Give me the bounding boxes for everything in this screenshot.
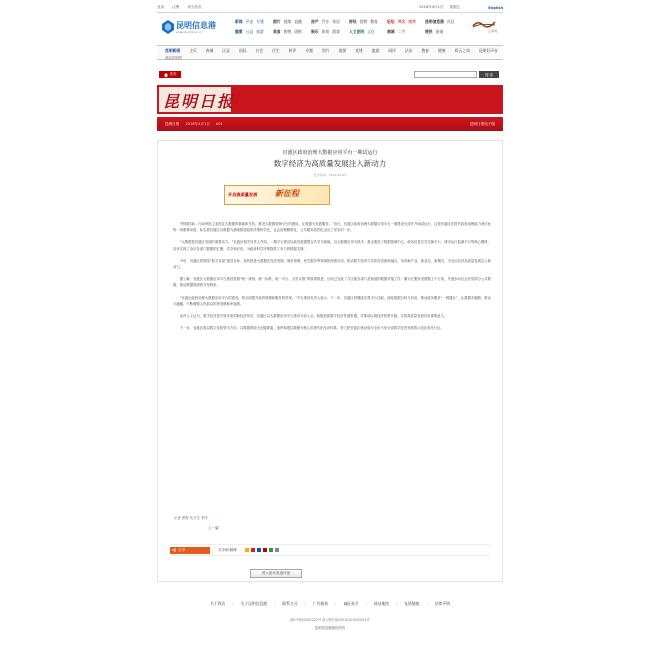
- channel-item[interactable]: 国际: [238, 48, 247, 53]
- ad-text: 开启高质量发展: [228, 192, 258, 197]
- newspaper-banner: [157, 85, 503, 114]
- paper-link[interactable]: 昆明日报: [165, 121, 180, 126]
- home-button[interactable]: [159, 71, 181, 78]
- edition-strip: [157, 117, 503, 131]
- channel-nav-items: [165, 48, 498, 54]
- channel-item[interactable]: 时评: [288, 48, 297, 53]
- article-meta: 发布时间：2016-04-01: [313, 173, 347, 177]
- set-homepage-link[interactable]: 设为首页: [187, 5, 202, 9]
- home-button-label: 首页: [169, 72, 177, 76]
- date-text: 2016年4月1日: [418, 5, 444, 9]
- site-name: 昆明信息港: [176, 21, 216, 30]
- paragraph: “官渡区政府治理大数据应用平台的建成，将全面提升政府管理和服务的效率。”平台建设负责人表示，下一步，官渡区将继续完善平台功能，深化数据分析与应用，推动政务服务“一网通办”，让数据多跑路、群众少跑腿，不断增强人民群众的获得感和幸福感。: [173, 295, 491, 306]
- search-row: [157, 70, 503, 80]
- paragraph: 今年，官渡区将围绕“数字官渡”建设目标，加快推进大数据在经济发展、城市管理、民生服务等领域的深度应用，推动数字经济与实体经济深度融合，培育新产业、新业态、新模式，为全区经济高质量发展注入新动力。: [173, 258, 491, 270]
- footer-copyright: 昆明信息港版权所有: [314, 626, 346, 630]
- footer-license: 滇ICP备05001222号 滇公网安备53010202000001号: [290, 618, 370, 622]
- share-button-label: 分享: [178, 547, 185, 552]
- qzone-icon[interactable]: [245, 548, 249, 552]
- nav-group[interactable]: 健康 公益 旅游: [235, 29, 264, 34]
- site-logo[interactable]: [162, 19, 226, 37]
- weekday-text: 星期五: [449, 5, 461, 9]
- nav-group[interactable]: 便民 查询: [425, 29, 444, 34]
- paragraph: 据了解，官渡区大数据应用平台建设按照“统一规划、统一标准、统一平台、分步实施”的原则推进，目前已完成了与区级各部门及街道的数据对接工作，累计汇聚各类数据上千万条，并逐步向社会开放部分公共数据，推动数据资源的开发利用。: [173, 277, 491, 288]
- share-icon: [172, 548, 176, 552]
- nav-group[interactable]: 论坛 博客 微博: [387, 19, 416, 24]
- channel-nav: [157, 45, 503, 60]
- footer-link[interactable]: 关于我们: [210, 601, 226, 606]
- article-body: [173, 221, 491, 337]
- footer-link[interactable]: 法律声明: [434, 601, 450, 606]
- share-button[interactable]: [170, 547, 210, 554]
- masthead[interactable]: [159, 87, 236, 112]
- channel-item[interactable]: 健康: [438, 48, 446, 53]
- prev-article-link[interactable]: 上一篇: [208, 526, 219, 530]
- home-icon: [164, 73, 168, 77]
- partner-name: 云南网: [487, 29, 497, 33]
- nav-group[interactable]: 昆明信息港 社区: [425, 19, 455, 24]
- kaixin-icon[interactable]: [263, 548, 267, 552]
- forum-comment-button[interactable]: 进入论坛发表评论: [250, 569, 302, 578]
- top-bar: [157, 3, 503, 12]
- login-link[interactable]: 登录: [157, 5, 165, 9]
- channel-item[interactable]: 区县: [222, 48, 230, 53]
- channel-item[interactable]: 网评: [388, 48, 396, 53]
- renren-icon[interactable]: [257, 548, 261, 552]
- masthead-title: 昆明日报: [163, 92, 236, 111]
- paragraph: “围绕招商、行政审批主业抓住大数据的基础和先机，推进大数据管理平台的建设，让数据为发展服务。”近日，官渡区政府治理大数据应用平台一期建设完成并开始试运行，这是官渡区在提升政府治理能力现代化的一项重要举措，标志着官渡区以数据为基础推进政府决策科学化、社会治理精准化、公共服务高效化迈出了坚实的一步。: [173, 222, 491, 233]
- article-editor: 记者 张程 实习生 李洋: [174, 516, 208, 520]
- channel-item[interactable]: 法治: [404, 48, 413, 53]
- top-bar-links: [157, 5, 202, 10]
- article-title: 数字经济为高质量发展注入新动力: [273, 159, 387, 168]
- register-link[interactable]: 注册: [172, 5, 180, 9]
- main-nav: [235, 19, 463, 35]
- share-icons: [245, 548, 279, 552]
- search-input[interactable]: [414, 71, 477, 78]
- channel-item[interactable]: 昆明好声音: [478, 48, 498, 53]
- nav-group[interactable]: 人文昆明 文化: [349, 29, 375, 34]
- nav-group[interactable]: 新闻 评论 专题: [235, 19, 264, 24]
- channel-item[interactable]: 党建: [355, 48, 363, 53]
- channel-item[interactable]: 彩云之南: [454, 48, 470, 53]
- logo-mark-icon: [162, 20, 174, 34]
- footer-link[interactable]: 联系方式: [282, 601, 298, 606]
- nav-group[interactable]: 财经 招聘 教育: [349, 19, 378, 24]
- weibo-icon[interactable]: [251, 548, 255, 552]
- partner-logo[interactable]: [469, 19, 497, 37]
- edition-info: [165, 122, 223, 127]
- site-footer: [157, 601, 503, 641]
- more-share-icon[interactable]: [275, 548, 279, 552]
- site-header: [157, 15, 503, 41]
- channel-item[interactable]: 旅游: [371, 48, 380, 53]
- footer-link[interactable]: 网站地图: [373, 601, 389, 606]
- channel-item[interactable]: 教育: [421, 48, 430, 53]
- nav-group[interactable]: 图片 视频 直播: [273, 19, 302, 24]
- nav-group[interactable]: 娱乐 体育 游戏: [311, 29, 340, 34]
- top-bar-right: [419, 5, 503, 10]
- channel-item[interactable]: 民生: [272, 48, 280, 53]
- channel-item[interactable]: 专题: [305, 48, 313, 53]
- article-panel: [157, 140, 503, 582]
- page-number[interactable]: A01: [215, 121, 223, 126]
- footer-link[interactable]: 诚征英才: [343, 601, 359, 606]
- footer-link[interactable]: 友情链接: [404, 601, 420, 606]
- share-weibo-link[interactable]: 分享到:微博: [218, 547, 237, 552]
- channel-item[interactable]: 昆明新闻: [165, 48, 181, 53]
- paragraph: “大数据是官渡区发展的重要动力。”官渡区相关负责人介绍，一期平台建设以政务数据整合共享为基础，以大数据应用为抓手，重点建设了数据资源中心、政务信息共享交换平台、城市运行监测平台等核心模块，初步实现了全区各部门数据的汇聚、共享和应用，为政府科学决策提供了有力的数据支撑。: [173, 240, 491, 251]
- ad-text-script: 新征程: [275, 188, 299, 198]
- channel-item[interactable]: 主页: [189, 48, 197, 53]
- e-paper-link[interactable]: 昆明日报电子版: [469, 121, 495, 126]
- edition-date: 2016年4月1日: [185, 121, 210, 126]
- search-button[interactable]: 搜 索: [479, 71, 499, 78]
- channel-second-row[interactable]: 滇池昆明网: [165, 56, 182, 60]
- divider: [157, 12, 503, 13]
- footer-link[interactable]: 广告服务: [312, 601, 329, 606]
- channel-item[interactable]: 图片: [321, 48, 330, 53]
- channel-item[interactable]: 视频: [338, 48, 347, 53]
- partner-logo-icon: [471, 19, 497, 29]
- share-bar: [170, 544, 490, 556]
- nav-group[interactable]: 房产 汽车 家居: [311, 19, 340, 24]
- ad-banner[interactable]: [224, 185, 330, 205]
- paragraph: 业内人士认为，数字经济是引领未来的新经济形态，官渡区以大数据应用平台建设为切入点，积极抢抓数字经济发展机遇，对推动区域经济转型升级、实现高质量发展具有重要意义。: [179, 314, 448, 319]
- channel-item[interactable]: 社会: [255, 48, 264, 53]
- nav-group[interactable]: 商城 二手: [387, 29, 406, 34]
- nav-group[interactable]: 美食 购物 团购: [273, 29, 302, 34]
- site-url: www.kunming.cn: [176, 30, 202, 34]
- douban-icon[interactable]: [269, 548, 273, 552]
- paragraph: 下一步，官渡区将以数字化转型为方向，以数据资源为关键要素，加快构建以数据为核心的现代化经济体系，努力把官渡区建设成为全市乃至全省数字经济发展的示范区和先行区。: [179, 326, 444, 331]
- footer-links: 关于我们 | 关于昆明信息港 | 联系方式 | 广告服务 | 诚征英才 | 网站地图 | 友情链接 | 法律声明: [210, 601, 450, 606]
- english-link[interactable]: English: [488, 5, 503, 10]
- article-kicker: 官渡区政府治理大数据应用平台一期试运行: [282, 150, 378, 156]
- footer-link[interactable]: 关于昆明信息港: [240, 601, 268, 606]
- channel-item[interactable]: 春城: [205, 48, 214, 53]
